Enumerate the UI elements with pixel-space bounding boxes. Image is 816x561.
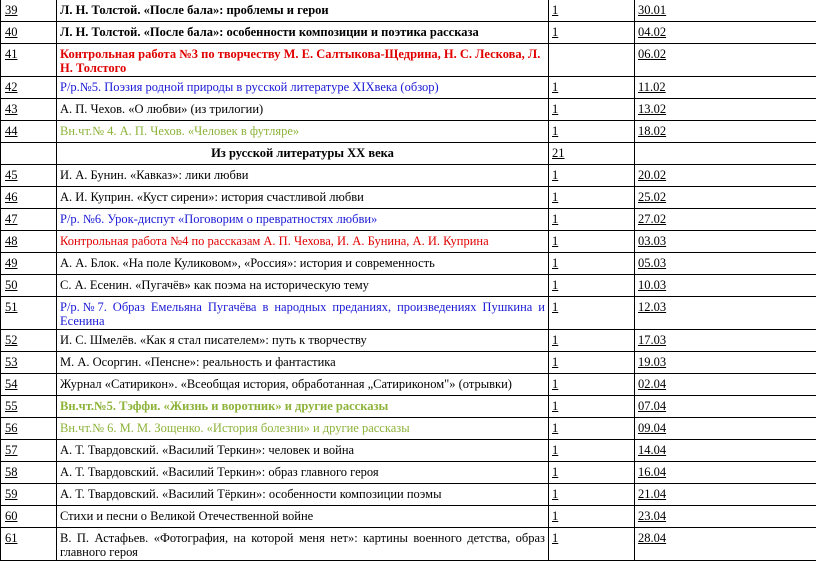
lesson-topic: Контрольная работа №3 по творчеству М. Е. Салтыкова-Щедрина, Н. С. Лескова, Л. Н. Толстого — [57, 44, 549, 77]
lesson-number: 44 — [1, 121, 57, 143]
lesson-number: 60 — [1, 506, 57, 528]
lesson-number: 50 — [1, 275, 57, 297]
lesson-number: 61 — [1, 528, 57, 561]
lesson-topic: Р/р.№7. Образ Емельяна Пугачёва в народных преданиях, произведениях Пушкина и Есенина — [57, 297, 549, 330]
lesson-topic: Стихи и песни о Великой Отечественной войне — [57, 506, 549, 528]
lesson-topic: И. С. Шмелёв. «Как я стал писателем»: путь к творчеству — [57, 330, 549, 352]
table-row — [1, 0, 816, 22]
hours-cell: 1 — [549, 275, 635, 297]
lesson-topic: А. Т. Твардовский. «Василий Теркин»: образ главного героя — [57, 462, 549, 484]
date-cell: 16.04 — [635, 462, 816, 484]
hours-cell: 1 — [549, 528, 635, 561]
number-cell — [1, 143, 57, 165]
lesson-topic: Л. Н. Толстой. «После бала»: особенности композиции и поэтика рассказа — [57, 22, 549, 44]
date-cell: 03.03 — [635, 231, 816, 253]
section-title: Из русской литературы XX века — [57, 143, 549, 165]
lesson-number: 51 — [1, 297, 57, 330]
hours-cell: 1 — [549, 231, 635, 253]
hours-cell: 1 — [549, 484, 635, 506]
lesson-topic: А. И. Куприн. «Куст сирени»: история счастливой любви — [57, 187, 549, 209]
table-row — [1, 330, 816, 352]
date-cell: 18.02 — [635, 121, 816, 143]
section-row — [1, 143, 816, 165]
lesson-number: 55 — [1, 396, 57, 418]
lesson-number: 42 — [1, 77, 57, 99]
table-row — [1, 462, 816, 484]
hours-cell: 1 — [549, 396, 635, 418]
hours-cell: 1 — [549, 121, 635, 143]
table-row — [1, 121, 816, 143]
hours-cell: 1 — [549, 22, 635, 44]
lesson-number: 48 — [1, 231, 57, 253]
date-cell: 23.04 — [635, 506, 816, 528]
date-cell: 06.02 — [635, 44, 816, 77]
table-row — [1, 231, 816, 253]
lesson-number: 59 — [1, 484, 57, 506]
table-row — [1, 506, 816, 528]
table-row — [1, 418, 816, 440]
lesson-topic: Р/р.№5. Поэзия родной природы в русской литературе XIXвека (обзор) — [57, 77, 549, 99]
date-cell: 13.02 — [635, 99, 816, 121]
hours-cell: 1 — [549, 352, 635, 374]
table-row — [1, 396, 816, 418]
date-cell: 19.03 — [635, 352, 816, 374]
lesson-topic: Журнал «Сатирикон». «Всеобщая история, обработанная „Сатириконом"» (отрывки) — [57, 374, 549, 396]
lesson-topic: Контрольная работа №4 по рассказам А. П. Чехова, И. А. Бунина, А. И. Куприна — [57, 231, 549, 253]
hours-cell: 1 — [549, 440, 635, 462]
lesson-number: 46 — [1, 187, 57, 209]
table-row — [1, 99, 816, 121]
date-cell: 17.03 — [635, 330, 816, 352]
table-row — [1, 187, 816, 209]
table-row — [1, 484, 816, 506]
hours-cell — [549, 44, 635, 77]
lesson-number: 57 — [1, 440, 57, 462]
table-body — [1, 0, 816, 561]
lesson-number: 41 — [1, 44, 57, 77]
table-row — [1, 22, 816, 44]
hours-cell: 21 — [549, 143, 635, 165]
lesson-topic: А. П. Чехов. «О любви» (из трилогии) — [57, 99, 549, 121]
date-cell: 14.04 — [635, 440, 816, 462]
date-cell: 02.04 — [635, 374, 816, 396]
date-cell: 12.03 — [635, 297, 816, 330]
table-row — [1, 297, 816, 330]
hours-cell: 1 — [549, 99, 635, 121]
hours-cell: 1 — [549, 187, 635, 209]
lesson-topic: Вн.чт.№ 6. М. М. Зощенко. «История болезни» и другие рассказы — [57, 418, 549, 440]
table-row — [1, 77, 816, 99]
hours-cell: 1 — [549, 165, 635, 187]
date-cell: 04.02 — [635, 22, 816, 44]
lesson-number: 39 — [1, 0, 57, 22]
lesson-topic: А. Т. Твардовский. «Василий Теркин»: человек и война — [57, 440, 549, 462]
lesson-topic: А. А. Блок. «На поле Куликовом», «Россия»: история и современность — [57, 253, 549, 275]
hours-cell: 1 — [549, 330, 635, 352]
date-cell: 20.02 — [635, 165, 816, 187]
lesson-topic: М. А. Осоргин. «Пенсне»: реальность и фантастика — [57, 352, 549, 374]
lesson-number: 52 — [1, 330, 57, 352]
lesson-topic: В. П. Астафьев. «Фотография, на которой меня нет»: картины военного детства, образ главного героя — [57, 528, 549, 561]
hours-cell: 1 — [549, 297, 635, 330]
date-cell: 27.02 — [635, 209, 816, 231]
hours-cell: 1 — [549, 0, 635, 22]
date-cell — [635, 143, 816, 165]
lesson-number: 58 — [1, 462, 57, 484]
table-row — [1, 374, 816, 396]
lesson-topic: А. Т. Твардовский. «Василий Тёркин»: особенности композиции поэмы — [57, 484, 549, 506]
table-row — [1, 44, 816, 77]
lesson-topic: С. А. Есенин. «Пугачёв» как поэма на историческую тему — [57, 275, 549, 297]
lesson-number: 43 — [1, 99, 57, 121]
date-cell: 10.03 — [635, 275, 816, 297]
table-row — [1, 528, 816, 561]
hours-cell: 1 — [549, 253, 635, 275]
lesson-number: 45 — [1, 165, 57, 187]
lesson-number: 56 — [1, 418, 57, 440]
table-row — [1, 209, 816, 231]
table-row — [1, 165, 816, 187]
hours-cell: 1 — [549, 506, 635, 528]
lesson-number: 47 — [1, 209, 57, 231]
date-cell: 28.04 — [635, 528, 816, 561]
lesson-number: 49 — [1, 253, 57, 275]
date-cell: 30.01 — [635, 0, 816, 22]
lesson-number: 53 — [1, 352, 57, 374]
lesson-topic: И. А. Бунин. «Кавказ»: лики любви — [57, 165, 549, 187]
date-cell: 25.02 — [635, 187, 816, 209]
date-cell: 09.04 — [635, 418, 816, 440]
hours-cell: 1 — [549, 418, 635, 440]
table-row — [1, 440, 816, 462]
hours-cell: 1 — [549, 77, 635, 99]
lesson-topic: Р/р. №6. Урок-диспут «Поговорим о превратностях любви» — [57, 209, 549, 231]
table-row — [1, 352, 816, 374]
lesson-topic: Л. Н. Толстой. «После бала»: проблемы и герои — [57, 0, 549, 22]
table-row — [1, 253, 816, 275]
lesson-topic: Вн.чт.№5. Тэффи. «Жизнь и воротник» и другие рассказы — [57, 396, 549, 418]
date-cell: 05.03 — [635, 253, 816, 275]
date-cell: 11.02 — [635, 77, 816, 99]
lesson-number: 40 — [1, 22, 57, 44]
hours-cell: 1 — [549, 209, 635, 231]
lesson-topic: Вн.чт.№ 4. А. П. Чехов. «Человек в футляре» — [57, 121, 549, 143]
hours-cell: 1 — [549, 374, 635, 396]
date-cell: 07.04 — [635, 396, 816, 418]
hours-cell: 1 — [549, 462, 635, 484]
lesson-number: 54 — [1, 374, 57, 396]
table-row — [1, 275, 816, 297]
date-cell: 21.04 — [635, 484, 816, 506]
